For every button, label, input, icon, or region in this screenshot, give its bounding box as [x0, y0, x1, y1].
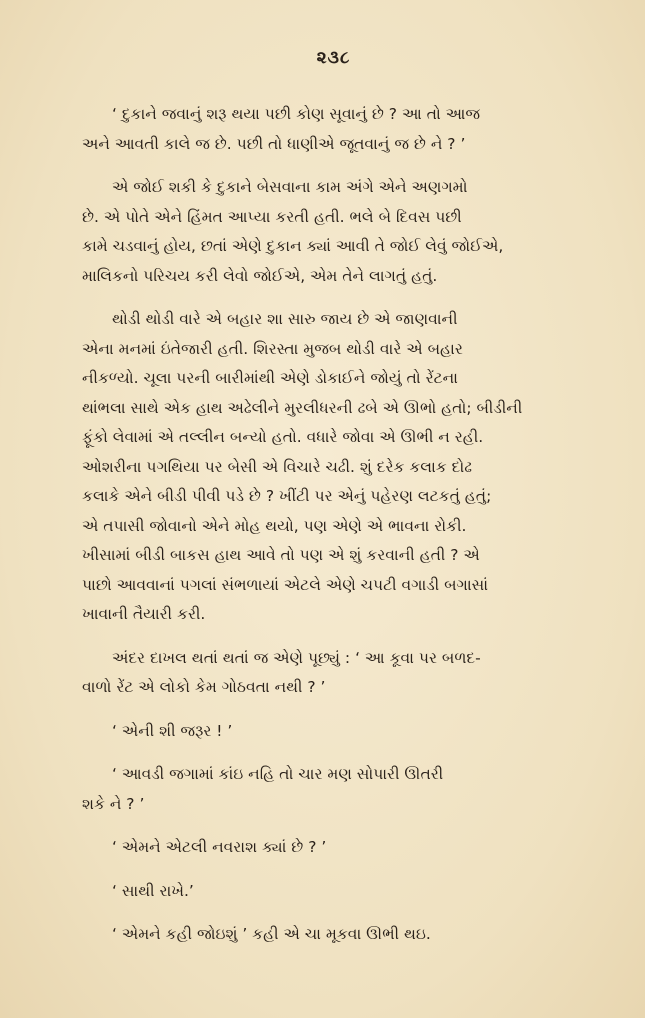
paragraph	[82, 760, 585, 819]
body-text	[82, 100, 585, 950]
paragraph	[82, 920, 585, 950]
text-line: થોડી થોડી વારે એ બહાર શા સારુ જાય છે એ જાણવાની	[112, 310, 458, 328]
text-line: ‘ એમને કહી જોઇશું ’ કહી એ ચા મૂકવા ઊભી થઇ.	[112, 925, 431, 943]
paragraph	[82, 877, 585, 907]
text-line: થાંભલા સાથે એક હાથ અઢેલીને મુરલીધરની ઢબે એ ઊભો હતો; બીડીની	[82, 398, 523, 417]
text-line: ‘ આવડી જગામાં કાંઇ નહિ તો ચાર મણ સોપારી ઊતરી	[112, 765, 444, 783]
page-number: ૨૩૮	[316, 48, 351, 68]
text-line: ખીસામાં બીડી બાકસ હાથ આવે તો પણ એ શું કરવાની હતી ? એ	[82, 546, 480, 564]
text-line: કલાકે એને બીડી પીવી પડે છે ? ખીંટી પર એનું પહેરણ લટકતું હતું;	[82, 487, 492, 505]
text-line: માલિકનો પરિચય કરી લેવો જોઈએ, એમ તેને લાગતું હતું.	[82, 266, 438, 285]
paragraph	[82, 717, 585, 747]
text-line: શકે ને ? ’	[82, 794, 145, 813]
text-line: ફૂંકો લેવામાં એ તલ્લીન બન્યો હતો. વધારે જોવા એ ઊભી ન રહી.	[82, 428, 484, 446]
text-line: નીકળ્યો. ચૂલા પરની બારીમાંથી એણે ડોકાઈને જોયું તો રેંટના	[82, 369, 458, 387]
paragraph	[82, 644, 585, 703]
paragraph	[82, 100, 585, 159]
text-line: ઓશરીના પગથિયા પર બેસી એ વિચારે ચઢી. શું દરેક કલાક દોઢ	[82, 457, 472, 476]
text-line: ખાવાની તૈયારી કરી.	[82, 605, 206, 623]
text-line: ‘ એમને એટલી નવરાશ ક્યાં છે ? ’	[112, 838, 327, 856]
text-line: ‘ દુકાને જવાનું શરૂ થયા પછી કોણ સૂવાનું છે ? આ તો આજ	[112, 105, 481, 123]
text-line: અંદર દાખલ થતાં થતાં જ એણે પૂછ્યું : ‘ આ કૂવા પર બળદ-	[112, 648, 481, 667]
text-line: વાળો રેંટ એ લોકો કેમ ગોઠવતા નથી ? ’	[82, 678, 326, 696]
paragraph	[82, 305, 585, 630]
text-line: એ જોઈ શકી કે દુકાને બેસવાના કામ અંગે એને અણગમો	[112, 178, 468, 196]
paragraph	[82, 173, 585, 291]
text-line: અને આવતી કાલે જ છે. પછી તો ધાણીએ જૂતવાનું જ છે ને ? ’	[82, 134, 466, 153]
text-line: એ તપાસી જોવાનો એને મોહ થયો, પણ એણે એ ભાવના રોકી.	[82, 516, 467, 535]
text-line: ‘ એની શી જરૂર ! ’	[112, 721, 233, 740]
paragraph	[82, 833, 585, 863]
text-line: છે. એ પોતે એને હિંમત આપ્યા કરતી હતી. ભલે બે દિવસ પછી	[82, 207, 462, 226]
text-line: ‘ સાથી રાખે.’	[112, 881, 194, 900]
text-line: એના મનમાં ઇંતેજારી હતી. શિરસ્તા મુજબ થોડી વારે એ બહાર	[82, 339, 463, 358]
text-line: કામે ચડવાનું હોય, છતાં એણે દુકાન ક્યાં આવી તે જોઈ લેવું જોઈએ,	[82, 237, 504, 255]
text-line: પાછો આવવાનાં પગલાં સંભળાયાં એટલે એણે ચપટી વગાડી બગાસાં	[82, 575, 489, 594]
